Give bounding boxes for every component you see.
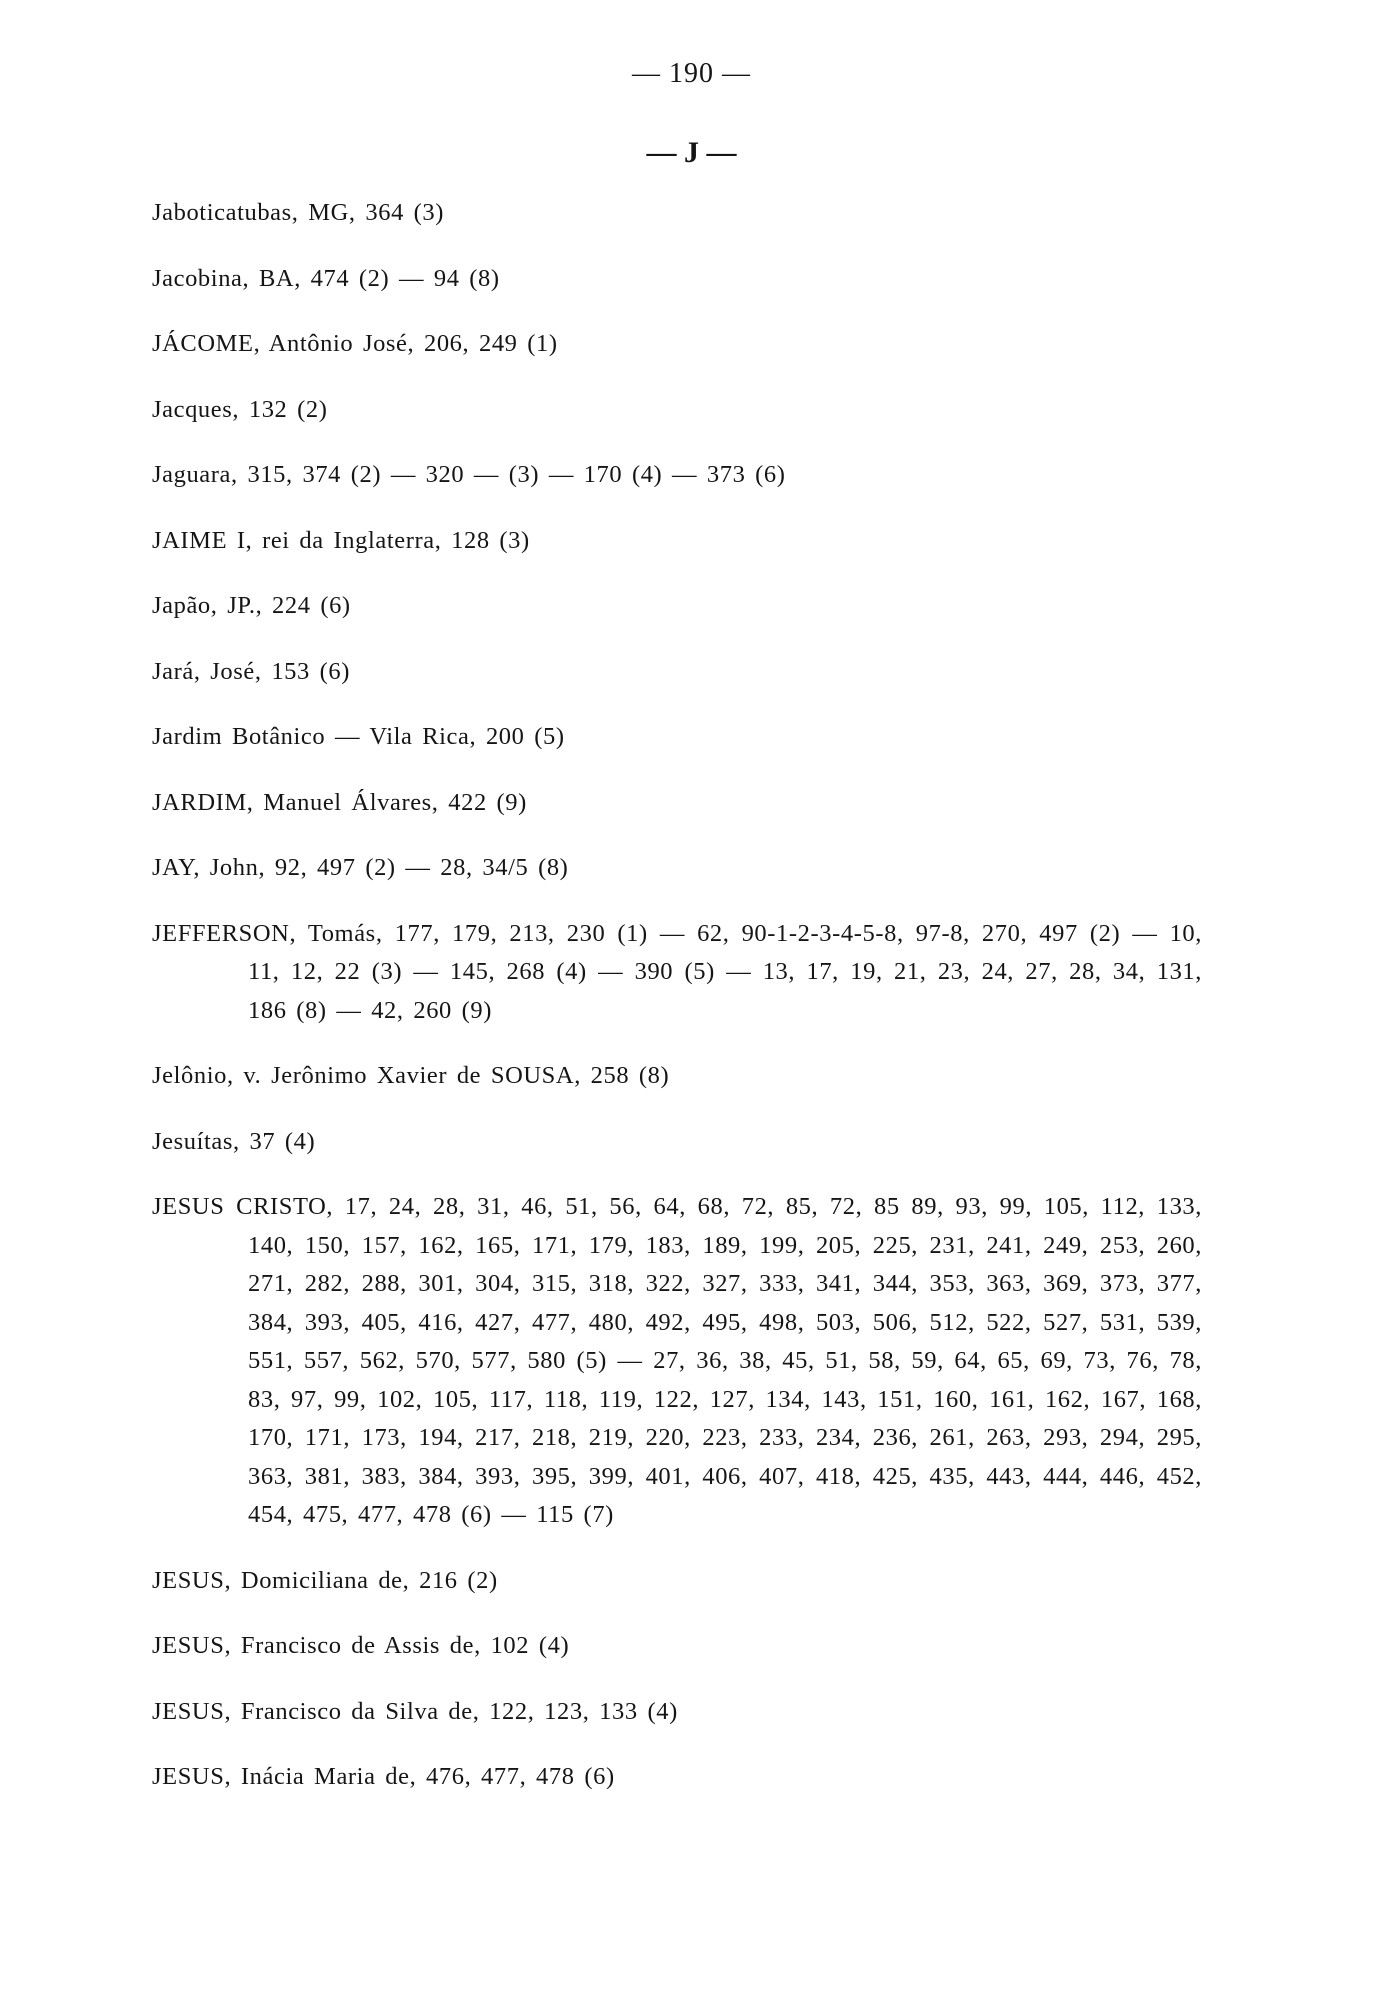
index-entry: JESUS, Francisco da Silva de, 122, 123, 133 (4) [152, 1697, 678, 1725]
section-letter-heading: — J — [646, 136, 737, 169]
index-entry: Jacques, 132 (2) [152, 395, 328, 423]
index-entry: JESUS, Inácia Maria de, 476, 477, 478 (6) [152, 1763, 615, 1790]
index-entry: Japão, JP., 224 (6) [152, 592, 351, 619]
index-entry: Jardim Botânico — Vila Rica, 200 (5) [152, 723, 565, 750]
index-entry: JESUS, Francisco de Assis de, 102 (4) [152, 1632, 570, 1659]
index-entry: JARDIM, Manuel Álvares, 422 (9) [152, 788, 527, 816]
index-entry: Jaguara, 315, 374 (2) — 320 — (3) — 170 (4) — 373 (6) [152, 461, 786, 488]
index-entry: JAIME I, rei da Inglaterra, 128 (3) [152, 526, 530, 554]
index-entry: Jacobina, BA, 474 (2) — 94 (8) [152, 264, 500, 292]
page-number: — 190 — [632, 58, 751, 89]
index-entry: Jaboticatubas, MG, 364 (3) [152, 199, 445, 226]
index-entry: Jará, José, 153 (6) [152, 657, 350, 685]
index-entry: Jelônio, v. Jerônimo Xavier de SOUSA, 258 (8) [152, 1062, 670, 1089]
index-entry: JEFFERSON, Tomás, 177, 179, 213, 230 (1) — 62, 90-1-2-3-4-5-8, 97-8, 270, 497 (2) — 10, 11, 12, 22 (3) — 145, 268 (4) — 390 (5) — 13, 17, 19, 21, 23, 24, 27, 28, 34, 131, 186 (8) — 42, 260 (9) [152, 919, 1202, 1024]
index-entry: JÁCOME, Antônio José, 206, 249 (1) [152, 330, 558, 357]
index-entry: JESUS, Domiciliana de, 216 (2) [152, 1566, 498, 1594]
index-entries [152, 194, 1202, 1824]
index-entry: JESUS CRISTO, 17, 24, 28, 31, 46, 51, 56, 64, 68, 72, 85, 72, 85 89, 93, 99, 105, 112, 133, 140, 150, 157, 162, 165, 171, 179, 183, 189, 199, 205, 225, 231, 241, 249, 253, 260, 271, 282, 288, 301, 304, 315, 318, 322, 327, 333, 341, 344, 353, 363, 369, 373, 377, 384, 393, 405, 416, 427, 477, 480, 492, 495, 498, 503, 506, 512, 522, 527, 531, 539, 551, 557, 562, 570, 577, 580 (5) — 27, 36, 38, 45, 51, 58, 59, 64, 65, 69, 73, 76, 78, 83, 97, 99, 102, 105, 117, 118, 119, 122, 127, 134, 143, 151, 160, 161, 162, 167, 168, 170, 171, 173, 194, 217, 218, 219, 220, 223, 233, 234, 236, 261, 263, 293, 294, 295, 363, 381, 383, 384, 393, 395, 399, 401, 406, 407, 418, 425, 435, 443, 444, 446, 452, 454, 475, 477, 478 (6) — 115 (7) [152, 1193, 1202, 1528]
index-entry: Jesuítas, 37 (4) [152, 1127, 316, 1155]
index-entry: JAY, John, 92, 497 (2) — 28, 34/5 (8) [152, 854, 569, 881]
